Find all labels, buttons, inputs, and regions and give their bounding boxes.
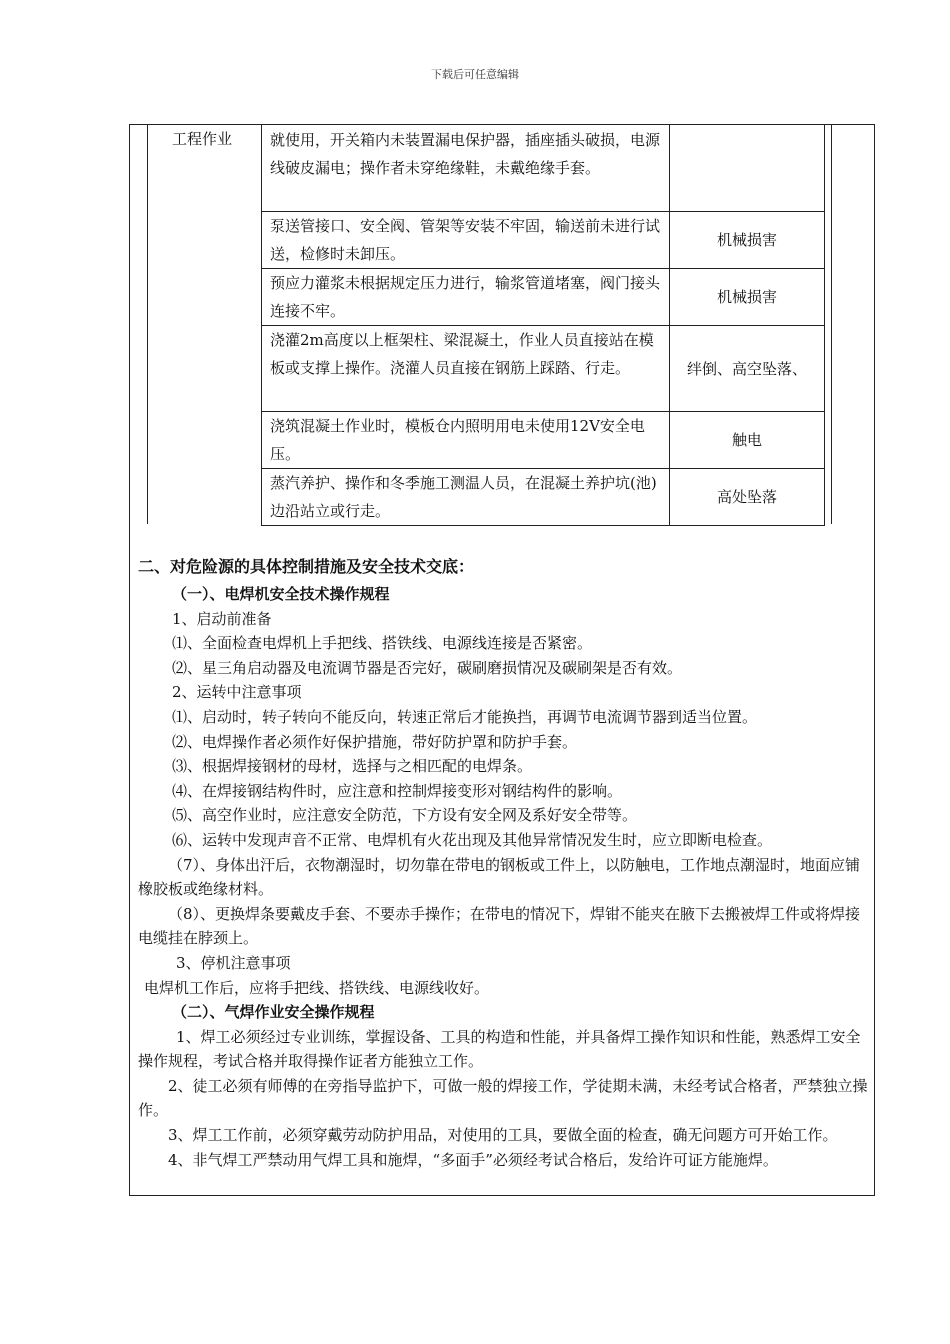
- hazard-description: 泵送管接口、安全阀、管架等安装不牢固，输送前未进行试送，检修时未卸压。: [262, 212, 670, 269]
- hazard-description: 蒸汽养护、操作和冬季施工测温人员，在混凝土养护坑(池)边沿站立或行走。: [262, 469, 670, 526]
- list-item: ⑹、运转中发现声音不正常、电焊机有火花出现及其他异常情况发生时，应立即断电检查。: [172, 830, 773, 849]
- list-item: 1、焊工必须经过专业训练，掌握设备、工具的构造和性能，并具备焊工操作知识和性能，熟悉焊工安全操作规程，考试合格并取得操作证者方能独立工作。: [138, 1027, 861, 1071]
- section-title: 二、对危险源的具体控制措施及安全技术交底：: [138, 557, 475, 576]
- hazard-description: 浇筑混凝土作业时，模板仓内照明用电未使用12V安全电压。: [262, 412, 670, 469]
- step-title: 1、启动前准备: [172, 609, 272, 628]
- hazard-description: 预应力灌浆未根据规定压力进行，输浆管道堵塞，阀门接头连接不牢。: [262, 269, 670, 326]
- hazard-description: 浇灌2m高度以上框架柱、梁混凝土，作业人员直接站在模板或支撑上操作。浇灌人员直接在钢筋上踩踏、行走。: [262, 326, 670, 412]
- table-row: [262, 326, 825, 412]
- hazard-type: 绊倒、高空坠落、: [670, 326, 825, 412]
- hazard-type: 高处坠落: [670, 469, 825, 526]
- table-row: [262, 412, 825, 469]
- step-title: 3、停机注意事项: [176, 953, 291, 972]
- hazard-type: 机械损害: [670, 269, 825, 326]
- left-inner-border: [147, 124, 148, 524]
- list-item: ⑵、星三角启动器及电流调节器是否完好，碳刷磨损情况及碳刷架是否有效。: [172, 658, 683, 677]
- hazard-type: 机械损害: [670, 212, 825, 269]
- table-row: [262, 269, 825, 326]
- table-row: [262, 125, 825, 212]
- list-item: ⑴、启动时，转子转向不能反向，转速正常后才能换挡，再调节电流调节器到适当位置。: [172, 707, 758, 726]
- page-header-note: 下载后可任意编辑: [431, 68, 519, 81]
- table-row: [262, 469, 825, 526]
- list-item: ⑷、在焊接钢结构件时，应注意和控制焊接变形对钢结构件的影响。: [172, 781, 623, 800]
- list-item: 2、徒工必须有师傅的在旁指导监护下，可做一般的焊接工作，学徒期未满，未经考试合格者，严禁独立操作。: [138, 1076, 868, 1120]
- control-measures-section: [138, 552, 868, 1172]
- hazard-category: 工程作业: [172, 130, 233, 148]
- list-item: ⑴、全面检查电焊机上手把线、搭铁线、电源线连接是否紧密。: [172, 634, 593, 653]
- list-item: ⑶、根据焊接钢材的母材，选择与之相匹配的电焊条。: [172, 757, 533, 776]
- subsection-title-welder: （一）、电焊机安全技术操作规程: [172, 585, 390, 603]
- list-item: ⑸、高空作业时，应注意安全防范，下方设有安全网及系好安全带等。: [172, 806, 638, 825]
- list-item: 3、焊工工作前，必须穿戴劳动防护用品，对使用的工具，要做全面的检查，确无问题方可开始工作。: [168, 1126, 838, 1145]
- table-row: [262, 212, 825, 269]
- hazard-table: [261, 124, 825, 526]
- paragraph: 电焊机工作后，应将手把线、搭铁线、电源线收好。: [144, 978, 490, 997]
- subsection-title-gas-welding: （二）、气焊作业安全操作规程: [172, 1003, 375, 1022]
- list-item: （7）、身体出汗后，衣物潮湿时，切勿靠在带电的钢板或工件上，以防触电，工作地点潮湿时，地面应铺橡胶板或绝缘材料。: [138, 855, 861, 899]
- list-item: 4、非气焊工严禁动用气焊工具和施焊，“多面手”必须经考试合格后，发给许可证方能施焊。: [168, 1150, 778, 1169]
- hazard-type: 触电: [670, 412, 825, 469]
- step-title: 2、运转中注意事项: [172, 683, 302, 702]
- right-inner-border: [831, 124, 832, 524]
- list-item: ⑵、电焊操作者必须作好保护措施，带好防护罩和防护手套。: [172, 732, 578, 751]
- hazard-type: [670, 125, 825, 212]
- list-item: （8）、更换焊条要戴皮手套、不要赤手操作；在带电的情况下，焊钳不能夹在腋下去搬被焊工件或将焊接电缆挂在脖颈上。: [138, 904, 861, 948]
- hazard-description: 就使用，开关箱内未装置漏电保护器，插座插头破损，电源线破皮漏电；操作者未穿绝缘鞋，未戴绝缘手套。: [262, 125, 670, 212]
